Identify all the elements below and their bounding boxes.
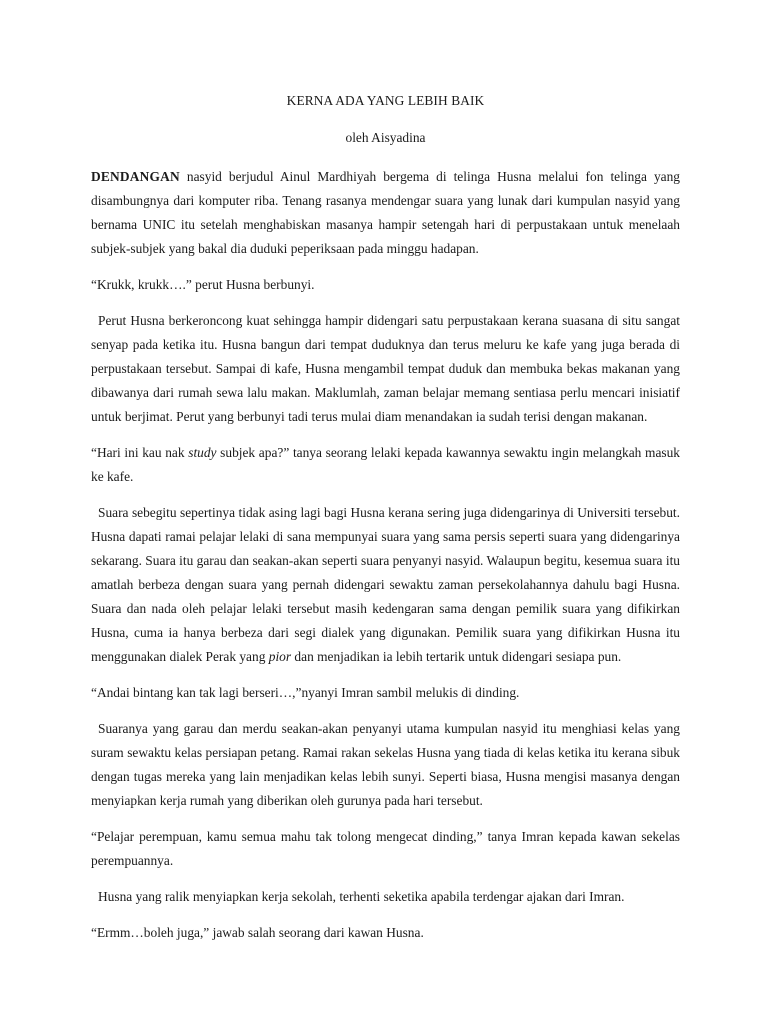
- paragraph-2: “Krukk, krukk….” perut Husna berbunyi.: [91, 277, 315, 292]
- paragraph-10: “Ermm…boleh juga,” jawab salah seorang dari kawan Husna.: [91, 925, 424, 940]
- paragraph-5-text-before: Suara sebegitu sepertinya tidak asing lagi bagi Husna kerana sering juga didengarinya di Universiti tersebut. Husna dapati ramai pelajar lelaki di sana mempunyai suara yang sama persis seperti suara yang didengarinya sekarang. Suara itu garau dan seakan-akan seperti suara penyanyi nasyid. Walaupun begitu, kesemua suara itu amatlah berbeza dengan suara yang pernah didengari sewaktu zaman persekolahannya dahulu bagi Husna. Suara dan nada oleh pelajar lelaki tersebut masih kedengaran sama dengan pemilik suara yang difikirkan Husna, cuma ia hanya berbeza dari segi dialek yang digunakan. Pemilik suara yang difikirkan Husna itu menggunakan dialek Perak yang: [91, 505, 680, 664]
- paragraph-4-italic-word: study: [188, 445, 217, 460]
- paragraph-1-text: nasyid berjudul Ainul Mardhiyah bergema di telinga Husna melalui fon telinga yang disambungnya dari komputer riba. Tenang rasanya mendengar suara yang lunak dari kumpulan nasyid yang bernama UNIC itu setelah menghabiskan masanya hampir setengah hari di perpustakaan untuk menelaah subjek-subjek yang bakal dia duduki peperiksaan pada minggu hadapan.: [91, 169, 680, 256]
- paragraph-8: “Pelajar perempuan, kamu semua mahu tak tolong mengecat dinding,” tanya Imran kepada kawan sekelas perempuannya.: [91, 829, 680, 868]
- paragraph-5-text-after: dan menjadikan ia lebih tertarik untuk didengari sesiapa pun.: [291, 649, 622, 664]
- paragraph-9: Husna yang ralik menyiapkan kerja sekolah, terhenti seketika apabila terdengar ajakan dari Imran.: [98, 889, 625, 904]
- paragraph-4-text-before: “Hari ini kau nak: [91, 445, 189, 460]
- paragraph-4-text-after: subjek apa?” tanya seorang lelaki kepada kawannya sewaktu ingin melangkah masuk ke kafe.: [91, 445, 681, 484]
- paragraph-7: Suaranya yang garau dan merdu seakan-akan penyanyi utama kumpulan nasyid itu menghiasi kelas yang suram sewaktu kelas persiapan petang. Ramai rakan sekelas Husna yang tiada di kelas ketika itu kerana sibuk dengan tugas mereka yang lain menjadikan kelas lebih sunyi. Seperti biasa, Husna mengisi masanya dengan menyiapkan kerja rumah yang diberikan oleh gurunya pada hari tersebut.: [91, 721, 680, 808]
- paragraph-6: “Andai bintang kan tak lagi berseri…,”nyanyi Imran sambil melukis di dinding.: [91, 685, 520, 700]
- paragraph-4: [91, 441, 680, 489]
- paragraph-1: [91, 165, 680, 261]
- paragraph-3: Perut Husna berkeroncong kuat sehingga hampir didengari satu perpustakaan kerana suasana di situ sangat senyap pada ketika itu. Husna bangun dari tempat duduknya dan terus meluru ke kafe yang juga berada di perpustakaan tersebut. Sampai di kafe, Husna mengambil tempat duduk dan membuka bekas makanan yang dibawanya dari rumah sewa lalu makan. Maklumlah, zaman belajar memang sentiasa perlu mencari inisiatif untuk berjimat. Perut yang berbunyi tadi terus mulai diam menandakan ia sudah terisi dengan makanan.: [91, 313, 680, 424]
- paragraph-1-lead-word: DENDANGAN: [91, 169, 180, 184]
- paragraph-5-italic-word: pior: [268, 649, 292, 664]
- paragraph-5: [91, 501, 680, 669]
- story-author: oleh Aisyadina: [345, 130, 426, 145]
- story-title: KERNA ADA YANG LEBIH BAIK: [286, 93, 485, 108]
